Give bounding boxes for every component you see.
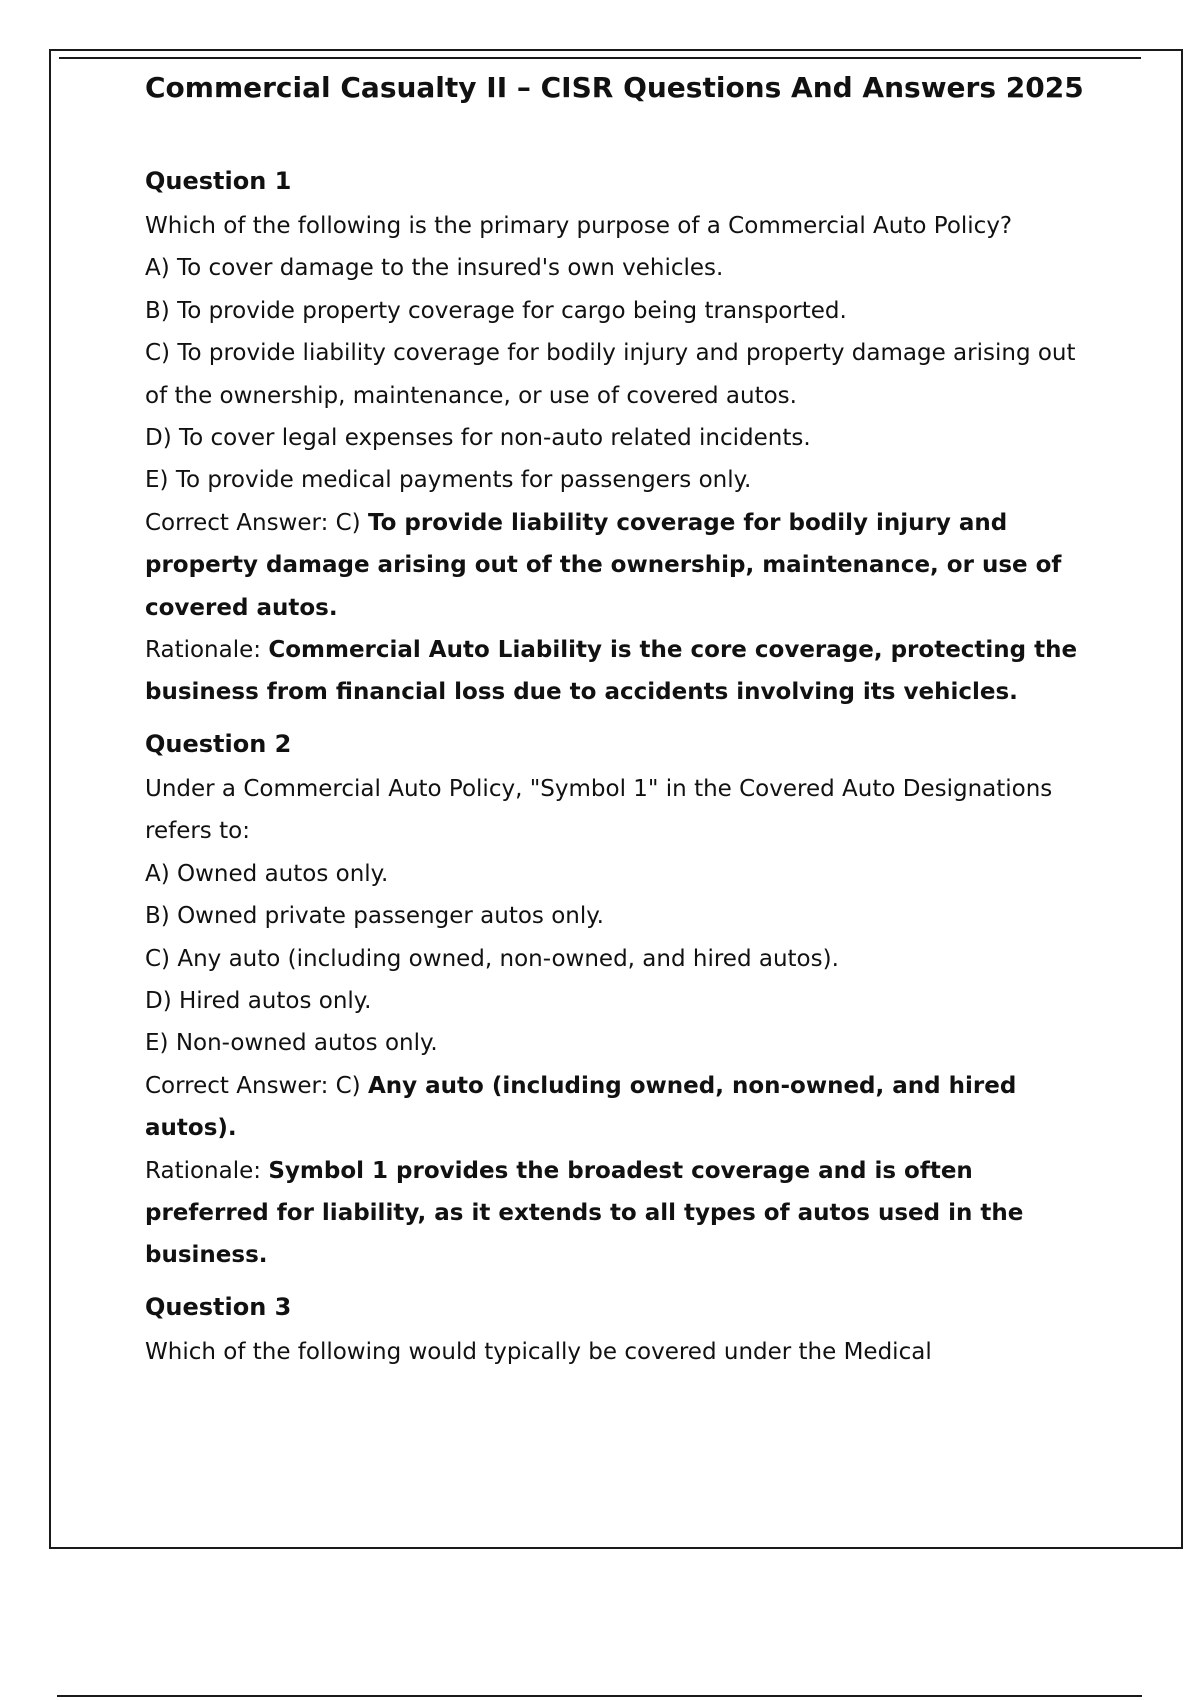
- document-body: [145, 72, 1095, 1388]
- correct-answer: [145, 1065, 1095, 1150]
- question-heading: Question 2: [145, 729, 292, 758]
- rationale-text: Symbol 1 provides the broadest coverage and is often preferred for liability, as it extends to all types of autos used in the business.: [145, 1157, 1024, 1269]
- question-text: Which of the following would typically be covered under the Medical: [145, 1338, 932, 1365]
- option-e: E) To provide medical payments for passengers only.: [145, 467, 752, 494]
- question-text: Which of the following is the primary purpose of a Commercial Auto Policy?: [145, 213, 1013, 239]
- top-rule: [59, 57, 1141, 59]
- rationale-label: Rationale:: [145, 637, 269, 664]
- option-c: C) To provide liability coverage for bodily injury and property damage arising out of the ownership, maintenance, or use of covered autos.: [145, 340, 1076, 409]
- document-title: Commercial Casualty II – CISR Questions And Answers 2025: [145, 71, 1084, 104]
- option-e: E) Non-owned autos only.: [145, 1030, 438, 1057]
- correct-answer-text: To provide liability coverage for bodily injury and property damage arising out of the ownership, maintenance, or use of covered autos.: [145, 509, 1062, 621]
- rationale: [145, 629, 1095, 714]
- option-d: D) Hired autos only.: [145, 987, 372, 1014]
- correct-answer: [145, 502, 1095, 629]
- rationale: [145, 1150, 1095, 1277]
- option-b: B) Owned private passenger autos only.: [145, 903, 604, 930]
- correct-answer-label: Correct Answer: C): [145, 509, 368, 536]
- correct-answer-text: Any auto (including owned, non-owned, and hired autos).: [145, 1072, 1017, 1142]
- page-footer-rule: [57, 1695, 1142, 1697]
- question-block-3: [145, 1292, 1095, 1373]
- question-block-2: [145, 729, 1095, 1277]
- option-d: D) To cover legal expenses for non-auto related incidents.: [145, 425, 811, 452]
- option-c: C) Any auto (including owned, non-owned, and hired autos).: [145, 945, 839, 972]
- question-heading: Question 3: [145, 1292, 292, 1321]
- question-heading: Question 1: [145, 167, 292, 195]
- question-block-1: [145, 166, 1095, 714]
- rationale-text: Commercial Auto Liability is the core coverage, protecting the business from financial loss due to accidents involving its vehicles.: [145, 637, 1078, 706]
- option-a: A) Owned autos only.: [145, 860, 389, 887]
- option-a: A) To cover damage to the insured's own vehicles.: [145, 255, 724, 282]
- option-b: B) To provide property coverage for cargo being transported.: [145, 297, 847, 324]
- rationale-label: Rationale:: [145, 1157, 269, 1184]
- correct-answer-label: Correct Answer: C): [145, 1072, 368, 1099]
- question-text: Under a Commercial Auto Policy, "Symbol 1" in the Covered Auto Designations refers to:: [145, 775, 1053, 845]
